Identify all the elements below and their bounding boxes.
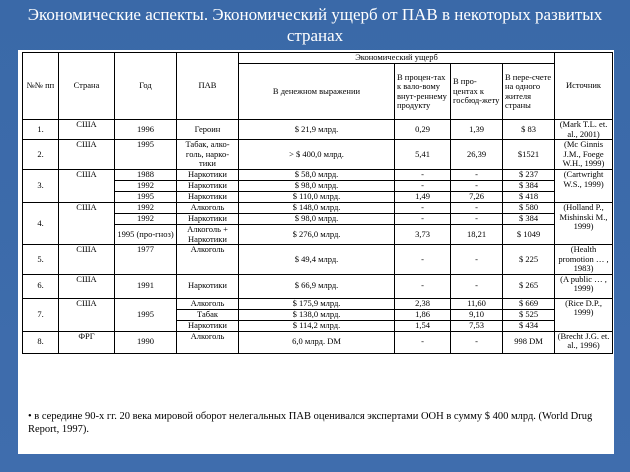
cell-num: 3.: [23, 170, 59, 203]
cell-pct-gdp: -: [395, 181, 451, 192]
cell-country: США: [59, 274, 115, 298]
cell-pct-gdp: 1,54: [395, 320, 451, 331]
cell-per-capita: $ 384: [503, 214, 555, 225]
cell-per-capita: $1521: [503, 140, 555, 170]
cell-year: 1996: [115, 120, 177, 140]
cell-pct-gdp: -: [395, 331, 451, 353]
cell-money: $ 175,9 млрд.: [239, 298, 395, 309]
footnote: • в середине 90-х гг. 20 века мировой оборот нелегальных ПАВ оценивался экспертами ООН в сумму $ 400 млрд. (World Drug Report, 1997).: [28, 411, 593, 435]
cell-pct-gdp: -: [395, 274, 451, 298]
cell-country: США: [59, 120, 115, 140]
cell-num: 6.: [23, 274, 59, 298]
cell-source: (Health promotion … , 1983): [555, 245, 613, 275]
cell-money: $ 138,0 млрд.: [239, 309, 395, 320]
cell-year: 1995: [115, 298, 177, 331]
table-row: [23, 331, 613, 353]
cell-per-capita: $ 1049: [503, 225, 555, 245]
cell-money: > $ 400,0 млрд.: [239, 140, 395, 170]
table-row: [23, 203, 613, 214]
cell-year: 1992: [115, 203, 177, 214]
cell-pct-budget: -: [451, 331, 503, 353]
cell-pct-gdp: -: [395, 245, 451, 275]
cell-num: 5.: [23, 245, 59, 275]
cell-num: 1.: [23, 120, 59, 140]
cell-pav: Алкоголь: [177, 245, 239, 275]
cell-pav: Алкоголь: [177, 331, 239, 353]
cell-pct-budget: -: [451, 181, 503, 192]
cell-per-capita: $ 237: [503, 170, 555, 181]
table-row: [23, 140, 613, 170]
cell-source: (A public … , 1999): [555, 274, 613, 298]
cell-year: 1995 (про-гноз): [115, 225, 177, 245]
cell-source: (Mc Ginnis J.M., Foege W.H., 1999): [555, 140, 613, 170]
cell-per-capita: $ 669: [503, 298, 555, 309]
cell-per-capita: $ 384: [503, 181, 555, 192]
cell-pct-budget: -: [451, 245, 503, 275]
cell-pav: Алкоголь: [177, 203, 239, 214]
cell-year: 1977: [115, 245, 177, 275]
cell-pct-gdp: 1,49: [395, 192, 451, 203]
cell-money: $ 58,0 млрд.: [239, 170, 395, 181]
table-row: [23, 298, 613, 309]
cell-year: 1992: [115, 214, 177, 225]
header-num: №№ пп: [23, 53, 59, 120]
cell-pav: Алкоголь + Наркотики: [177, 225, 239, 245]
cell-pav: Наркотики: [177, 192, 239, 203]
header-damage: Экономический ущерб: [239, 53, 555, 64]
cell-source: (Mark T.L. et. al., 2001): [555, 120, 613, 140]
cell-money: $ 21,9 млрд.: [239, 120, 395, 140]
content-panel: [18, 50, 614, 454]
cell-money: $ 66,9 млрд.: [239, 274, 395, 298]
cell-pct-budget: 1,39: [451, 120, 503, 140]
cell-money: $ 49,4 млрд.: [239, 245, 395, 275]
cell-pav: Алкоголь: [177, 298, 239, 309]
cell-year: 1995: [115, 192, 177, 203]
header-country: Страна: [59, 53, 115, 120]
slide-title: Экономические аспекты. Экономический ущерб от ПАВ в некоторых развитых странах: [27, 5, 603, 45]
cell-pct-budget: 7,26: [451, 192, 503, 203]
cell-source: (Rice D.P., 1999): [555, 298, 613, 331]
header-pav: ПАВ: [177, 53, 239, 120]
cell-money: 6,0 млрд. DM: [239, 331, 395, 353]
cell-year: 1992: [115, 181, 177, 192]
cell-money: $ 114,2 млрд.: [239, 320, 395, 331]
cell-pav: Наркотики: [177, 320, 239, 331]
header-money: В денежном выражении: [239, 64, 395, 120]
cell-country: США: [59, 298, 115, 331]
cell-source: (Holland P., Mishinski M., 1999): [555, 203, 613, 245]
cell-year: 1995: [115, 140, 177, 170]
cell-pct-budget: -: [451, 214, 503, 225]
header-year: Год: [115, 53, 177, 120]
cell-money: $ 98,0 млрд.: [239, 181, 395, 192]
cell-pct-gdp: 3,73: [395, 225, 451, 245]
cell-pct-gdp: 0,29: [395, 120, 451, 140]
cell-per-capita: 998 DM: [503, 331, 555, 353]
cell-source: (Brecht J.G. et. al., 1996): [555, 331, 613, 353]
cell-money: $ 148,0 млрд.: [239, 203, 395, 214]
cell-pav: Наркотики: [177, 181, 239, 192]
cell-country: США: [59, 203, 115, 245]
cell-money: $ 110,0 млрд.: [239, 192, 395, 203]
cell-num: 2.: [23, 140, 59, 170]
cell-pav: Наркотики: [177, 274, 239, 298]
cell-pav: Табак: [177, 309, 239, 320]
cell-year: 1990: [115, 331, 177, 353]
cell-pct-gdp: 1,86: [395, 309, 451, 320]
cell-per-capita: $ 434: [503, 320, 555, 331]
cell-pav: Табак, алко-голь, нарко-тики: [177, 140, 239, 170]
cell-pct-budget: 18,21: [451, 225, 503, 245]
table-row: [23, 274, 613, 298]
header-pct-budget: В про-центах к госбюд-жету: [451, 64, 503, 120]
cell-num: 4.: [23, 203, 59, 245]
cell-pct-budget: 9,10: [451, 309, 503, 320]
cell-per-capita: $ 225: [503, 245, 555, 275]
cell-pav: Наркотики: [177, 214, 239, 225]
cell-pav: Наркотики: [177, 170, 239, 181]
cell-pct-budget: -: [451, 203, 503, 214]
cell-num: 8.: [23, 331, 59, 353]
header-per-capita: В пере-счете на одного жителя страны: [503, 64, 555, 120]
cell-pct-gdp: 2,38: [395, 298, 451, 309]
table-row: [23, 170, 613, 181]
cell-source: (Cartwright W.S., 1999): [555, 170, 613, 203]
cell-pct-budget: 7,53: [451, 320, 503, 331]
cell-pct-budget: 11,60: [451, 298, 503, 309]
cell-pav: Героин: [177, 120, 239, 140]
cell-per-capita: $ 265: [503, 274, 555, 298]
damage-table: [22, 52, 613, 354]
cell-country: США: [59, 170, 115, 203]
cell-pct-gdp: 5,41: [395, 140, 451, 170]
cell-num: 7.: [23, 298, 59, 331]
cell-year: 1991: [115, 274, 177, 298]
cell-country: США: [59, 140, 115, 170]
cell-per-capita: $ 418: [503, 192, 555, 203]
cell-per-capita: $ 525: [503, 309, 555, 320]
cell-money: $ 98,0 млрд.: [239, 214, 395, 225]
cell-pct-budget: -: [451, 274, 503, 298]
cell-pct-gdp: -: [395, 203, 451, 214]
cell-pct-gdp: -: [395, 214, 451, 225]
cell-per-capita: $ 83: [503, 120, 555, 140]
cell-pct-budget: -: [451, 170, 503, 181]
table-row: [23, 120, 613, 140]
header-source: Источник: [555, 53, 613, 120]
cell-pct-budget: 26,39: [451, 140, 503, 170]
cell-country: США: [59, 245, 115, 275]
cell-country: ФРГ: [59, 331, 115, 353]
cell-per-capita: $ 580: [503, 203, 555, 214]
header-pct-gdp: В процен-тах к вало-вому внут-реннему продукту: [395, 64, 451, 120]
table-row: [23, 245, 613, 275]
cell-money: $ 276,0 млрд.: [239, 225, 395, 245]
cell-year: 1988: [115, 170, 177, 181]
cell-pct-gdp: -: [395, 170, 451, 181]
